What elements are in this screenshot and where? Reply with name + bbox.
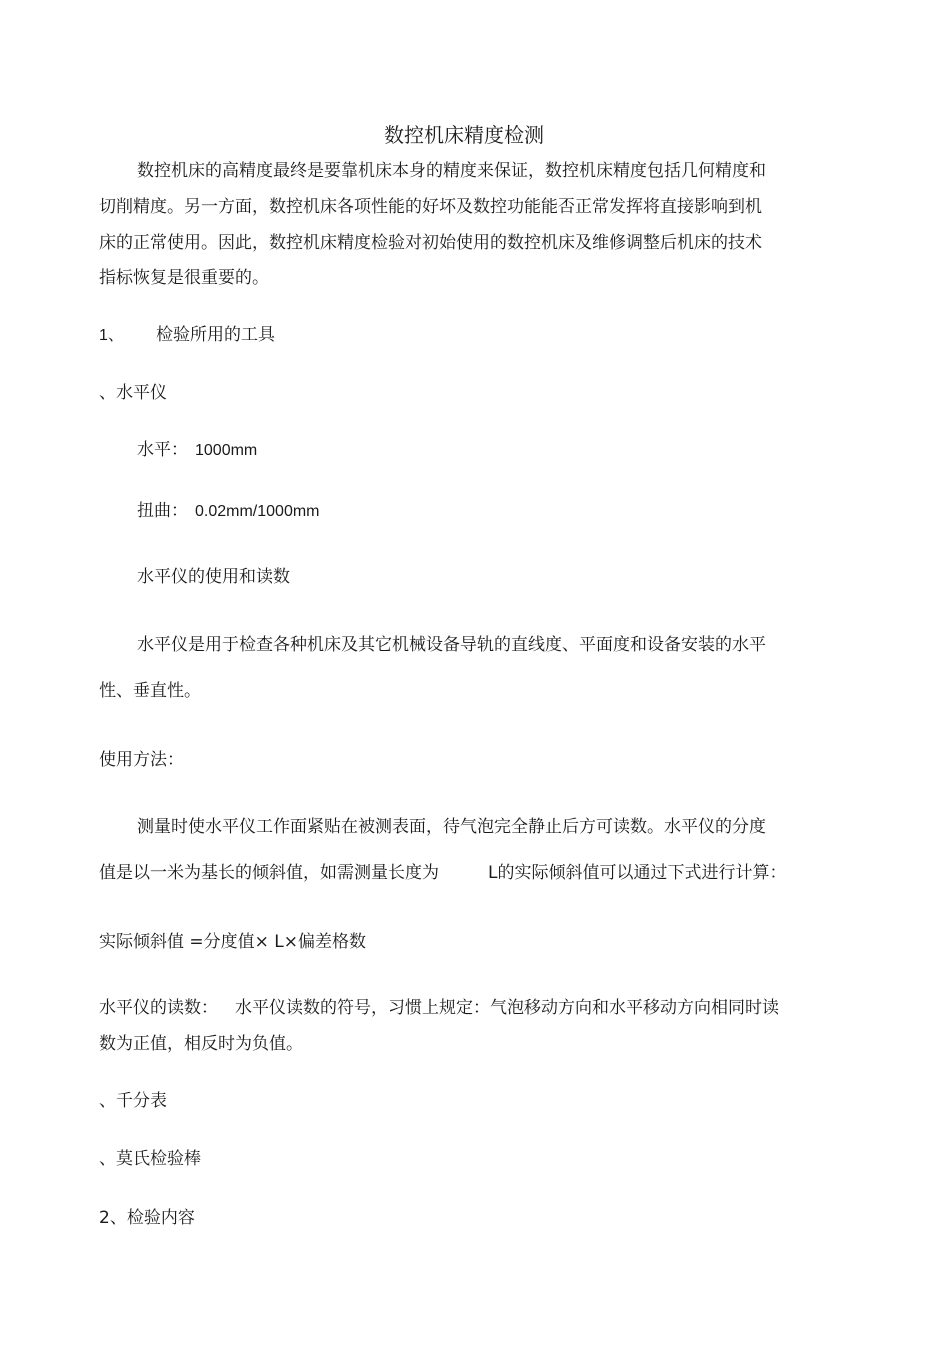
section-2-heading: 2、检验内容 <box>99 1208 195 1228</box>
level-desc-line-1: 水平仪是用于检查各种机床及其它机械设备导轨的直线度、平面度和设备安装的水平 <box>137 635 766 655</box>
level-spec-1-value: 1000mm <box>195 442 258 459</box>
level-heading: 、水平仪 <box>99 383 167 403</box>
intro-line-3: 床的正常使用。因此，数控机床精度检验对初始使用的数控机床及维修调整后机床的技术 <box>99 233 762 253</box>
morse-bar-heading: 、莫氏检验棒 <box>99 1149 201 1169</box>
level-spec-2-value: 0.02mm/1000mm <box>195 503 320 520</box>
intro-line-1: 数控机床的高精度最终是要靠机床本身的精度来保证，数控机床精度包括几何精度和 <box>137 161 766 181</box>
intro-line-4: 指标恢复是很重要的。 <box>99 268 269 288</box>
method-line-2a: 值是以一米为基长的倾斜值，如需测量长度为 <box>99 863 439 883</box>
level-spec-1-label: 水平： <box>137 440 188 460</box>
method-line-1: 测量时使水平仪工作面紧贴在被测表面，待气泡完全静止后方可读数。水平仪的分度 <box>137 817 766 837</box>
section-1-number: 1、 <box>99 327 124 344</box>
section-1-heading: 检验所用的工具 <box>156 325 275 345</box>
level-desc-line-2: 性、垂直性。 <box>99 681 201 701</box>
method-heading: 使用方法： <box>99 750 184 770</box>
reading-line-1: 水平仪读数的符号，习惯上规定：气泡移动方向和水平移动方向相同时读 <box>235 998 779 1018</box>
dial-indicator-heading: 、千分表 <box>99 1091 167 1111</box>
reading-label: 水平仪的读数： <box>99 998 218 1018</box>
intro-line-2: 切削精度。另一方面，数控机床各项性能的好坏及数控功能能否正常发挥将直接影响到机 <box>99 197 762 217</box>
formula: 实际倾斜值 =分度值× L×偏差格数 <box>99 932 367 952</box>
level-usage-heading: 水平仪的使用和读数 <box>137 567 290 587</box>
level-spec-2-label: 扭曲： <box>137 501 188 521</box>
document-title: 数控机床精度检测 <box>384 123 544 147</box>
reading-line-2: 数为正值，相反时为负值。 <box>99 1034 303 1054</box>
method-line-2b: L的实际倾斜值可以通过下式进行计算： <box>488 863 787 883</box>
